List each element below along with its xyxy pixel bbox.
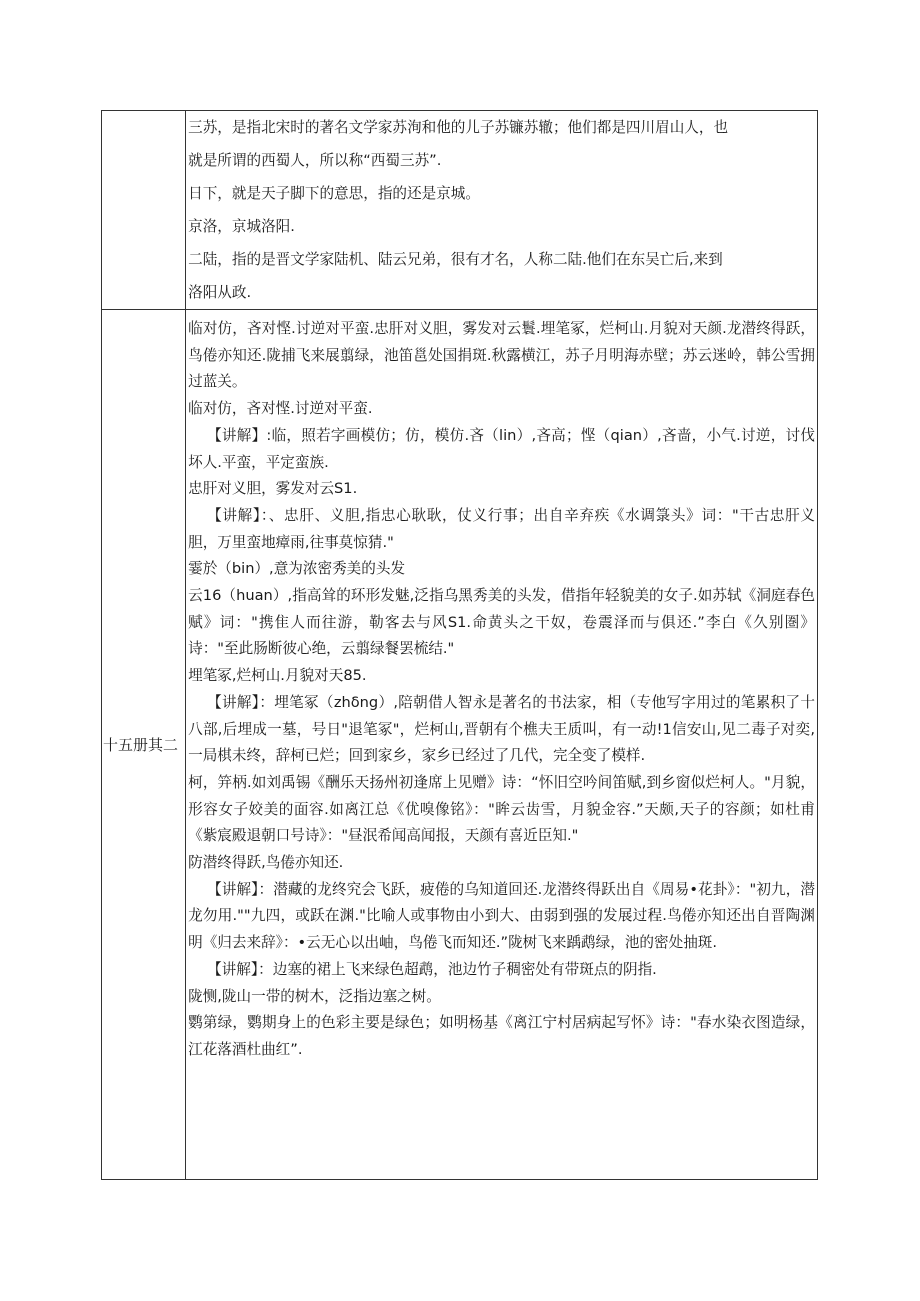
paragraph: 柯，笄柄.如刘禹锡《酬乐天扬州初逢席上见赠》诗：“怀旧空吟间笛赋,到乡窗似烂柯人。"月貌，形容女子姣美的面容.如离江总《优嗅像铭》："眸云齿雪，月貌金容.”天颇,天子的容颜；如杜甫《紫宸殿退朝口号诗》："昼泯希闻高闻报，天颜有喜近臣知.": [188, 773, 815, 845]
row-content-cell: [186, 111, 818, 310]
paragraph: 京洛，京城洛阳.: [188, 218, 295, 235]
paragraph: 陇恻,陇山一带的树木，泛指边塞之树。: [188, 987, 441, 1005]
paragraph: 忠肝对义胆，雾发对云S1.: [188, 480, 358, 498]
paragraph: 洛阳从政.: [188, 284, 252, 301]
document-table: [101, 110, 818, 1180]
explanation-paragraph: 【讲解】：边塞的裙上飞来绿色超鹉，池边竹子稠密处有带斑点的阴指.: [207, 960, 657, 978]
row-content-cell: [186, 310, 818, 1180]
row-label-cell: 十五册其二: [102, 310, 186, 1180]
paragraph: 云16（huan）,指高耸的环形发魅,泛指乌黑秀美的头发，借指年轻貌美的女子.如苏轼《洞庭春色赋》词："携隹人而往游，勒客去与风S1.命黄头之干奴，卷震泽而与俱还.”李白《久别圏》诗："至此肠断彼心绝，云翦绿餐罢梳结.": [188, 587, 815, 658]
paragraph: 鹦第绿，鹦期身上的色彩主要是绿色；如明杨基《离江宁村居病起写怀》诗："春水染衣图造绿，江花落酒杜曲红”.: [188, 1014, 815, 1058]
explanation-paragraph: 【讲解】:临，照若字画模仿；仿，模仿.吝（lin）,吝高；悭（qian）,吝啬，小气.讨逆，讨伐坏人.平蛮，平定蛮族.: [188, 426, 815, 471]
paragraph: 临对仿，吝对悭.讨逆对平蛮.: [188, 400, 373, 418]
paragraph: 临对仿，吝对悭.讨逆对平蛮.忠肝对义胆，雾发对云鬟.埋笔冢，烂柯山.月貌对天颜.龙潜终得跃，鸟倦亦知还.陇捕飞来展翦绿，池笛邕处国捐斑.秋露横江，苏子月明海赤壁；苏云迷岭，韩公雪拥过蓝关。: [188, 320, 815, 391]
explanation-paragraph: 【讲解】：、忠肝、义胆,指忠心耿耿，仗义行事；出自辛弃疾《水调箓头》词："干古忠肝义胆，万里蛮地瘴雨,往事莫惊猜.": [188, 506, 815, 551]
paragraph: 二陆，指的是晋文学家陆机、陆云兄弟，很有才名，人称二陆.他们在东吴亡后,来到: [188, 251, 723, 268]
table-row: [102, 310, 818, 1180]
paragraph: 霎於（bin）,意为浓密秀美的头发: [188, 560, 406, 578]
table-row: [102, 111, 818, 310]
explanation-paragraph: 【讲解】：潜藏的龙终究会飞跃，疲倦的乌知道回还.龙潜终得跃出自《周易•花卦》："初九，潜龙勿用.""九四，或跃在渊."比喻人或事物由小到大、由弱到强的发展过程.鸟倦亦知还出自晋陶渊明《归去来辞》：•云无心以出岫，鸟倦飞而知还.”陇树飞来踽鹉绿，池的密处抽斑.: [188, 880, 815, 952]
paragraph: 日下，就是天子脚下的意思，指的还是京城。: [188, 185, 480, 202]
row-label-cell: [102, 111, 186, 310]
paragraph: 埋笔冢,烂柯山.月貌对天85.: [188, 667, 367, 685]
paragraph: 就是所谓的西蜀人，所以称“西蜀三苏”.: [188, 152, 442, 169]
paragraph: 防潜终得跃,鸟倦亦知还.: [188, 854, 344, 872]
paragraph: 三苏，是指北宋时的著名文学家苏洵和他的儿子苏镰苏辙；他们都是四川眉山人，也: [188, 119, 729, 136]
explanation-paragraph: 【讲解】：埋笔冢（zhδng）,陪朝借人智永是著名的书法家，相（专他写字用过的笔累积了十八部,后埋成一墓，号日"退笔冢"，烂柯山,晋朝有个樵夫王质叫，有一动!1信安山,见二毒子对奕,一局棋未终，辞柯已烂；回到家乡，家乡已经过了几代，完全变了模样.: [188, 693, 815, 765]
